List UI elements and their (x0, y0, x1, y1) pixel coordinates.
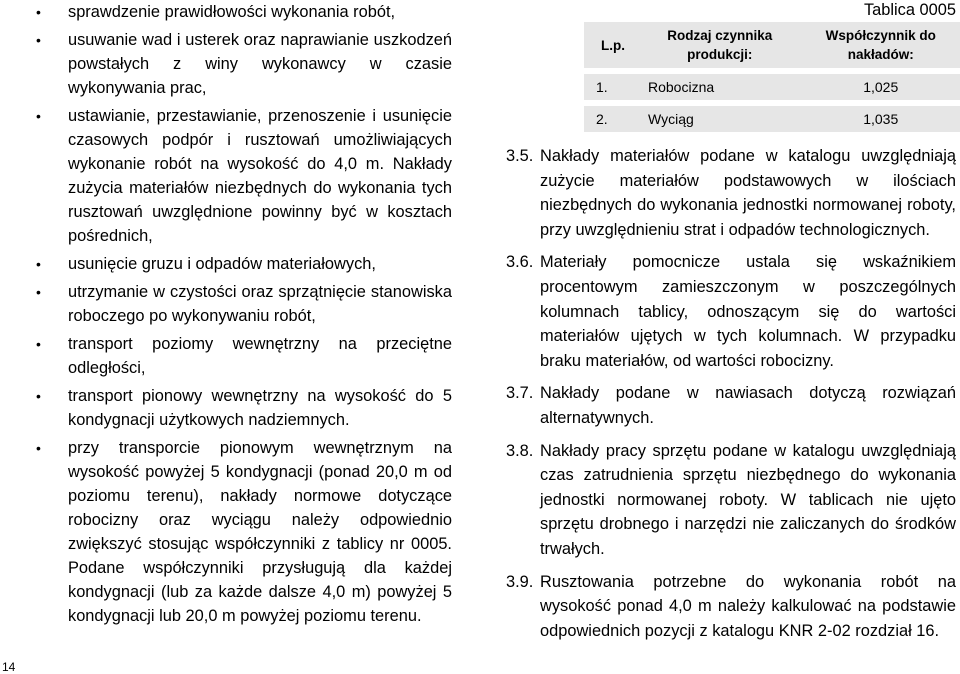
paragraph-number: 3.5. (506, 147, 534, 165)
left-column (36, 0, 452, 632)
list-item (36, 28, 452, 100)
bullet-icon: • (36, 440, 41, 456)
numbered-paragraph (506, 144, 956, 242)
numbered-paragraphs (506, 144, 956, 643)
list-item-text: sprawdzenie prawidłowości wykonania robót, (68, 3, 396, 21)
bullet-icon: • (36, 108, 41, 124)
bullet-icon: • (36, 4, 41, 20)
list-item-text: przy transporcie pionowym wewnętrznym na wysokość powyżej 5 kondygnacji (ponad 20,0 m od poziomu terenu), nakłady normowe dotyczące robocizny oraz wyciągu należy odpowiednio zwiększyć stosując współczynniki z tablicy nr 0005. Podane współczynniki przysługują dla każdej kondygnacji (lub za każde dalsze 4,0 m) powyżej 5 kondygnacji lub 20,0 m powyżej poziomu terenu. (68, 439, 452, 625)
paragraph-text: Nakłady podane w nawiasach dotyczą rozwiązań alternatywnych. (540, 384, 956, 427)
list-item-text: ustawianie, przestawianie, przenoszenie i usunięcie czasowych podpór i rusztowań umożliwiających wykonanie robót na wysokość do 4,0 m. Nakłady zużycia materiałów niezbędnych do wykonania tych rusztowań uwzględnione powinny być w kosztach pośrednich, (68, 107, 452, 245)
list-item (36, 0, 452, 24)
numbered-paragraph (506, 570, 956, 644)
paragraph-number: 3.8. (506, 441, 534, 460)
bullet-list (36, 0, 452, 628)
table-caption: Tablica 0005 (863, 1, 956, 19)
numbered-paragraph (506, 381, 956, 430)
paragraph-number: 3.7. (506, 384, 534, 403)
paragraph-text: Nakłady pracy sprzętu podane w katalogu uwzględniają czas zatrudnienia sprzętu niezbędnego do wykonania jednostki normowanej roboty. W tablicach nie ujęto sprzętu drobnego i narzędzi nie zaliczanych do środków trwałych. (540, 441, 956, 558)
cell-factor: Robocizna (642, 71, 797, 103)
list-item (36, 104, 452, 248)
cell-factor: Wyciąg (642, 103, 797, 132)
list-item (36, 252, 452, 276)
cell-lp: 1. (584, 71, 642, 103)
cell-lp: 2. (584, 103, 642, 132)
paragraph-number: 3.9. (506, 572, 534, 591)
table-header-row (584, 22, 960, 71)
page-number: 14 (2, 660, 16, 674)
list-item-text: transport pionowy wewnętrzny na wysokość do 5 kondygnacji użytkowych nadziemnych. (68, 387, 452, 429)
list-item-text: transport poziomy wewnętrzny na przeciętne odległości, (68, 335, 452, 377)
bullet-icon: • (36, 256, 41, 272)
list-item (36, 384, 452, 432)
list-item (36, 436, 452, 628)
cell-coefficient: 1,025 (797, 71, 960, 103)
coefficient-table (584, 22, 960, 132)
paragraph-number: 3.6. (506, 253, 534, 272)
header-factor: Rodzaj czynnika produkcji: (642, 22, 797, 71)
list-item-text: usunięcie gruzu i odpadów materiałowych, (68, 255, 376, 273)
bullet-icon: • (36, 336, 41, 352)
table-row (584, 103, 960, 132)
header-lp: L.p. (584, 22, 642, 71)
numbered-paragraph (506, 250, 956, 373)
paragraph-text: Materiały pomocnicze ustala się wskaźnikiem procentowym zamieszczonym w poszczególnych kolumnach tablicy, odnoszącym się do wartości materiałów ujętych w tych kolumnach. W przypadku braku materiałów, od wartości robocizny. (540, 253, 956, 370)
list-item (36, 332, 452, 380)
bullet-icon: • (36, 284, 41, 300)
right-column (506, 0, 956, 651)
list-item (36, 280, 452, 328)
cell-coefficient: 1,035 (797, 103, 960, 132)
table-row (584, 71, 960, 103)
paragraph-text: Nakłady materiałów podane w katalogu uwzględniają zużycie materiałów podstawowych w ilościach niezbędnych do wykonania jednostki normowanej roboty, przy uwzględnieniu strat i odpadów technologicznych. (540, 147, 956, 239)
header-coefficient: Współczynnik do nakładów: (797, 22, 960, 71)
bullet-icon: • (36, 388, 41, 404)
bullet-icon: • (36, 32, 41, 48)
list-item-text: usuwanie wad i usterek oraz naprawianie uszkodzeń powstałych z winy wykonawcy w czasie wykonywania prac, (68, 31, 452, 97)
paragraph-text: Rusztowania potrzebne do wykonania robót na wysokość ponad 4,0 m należy kalkulować na podstawie odpowiednich pozycji z katalogu KNR 2-02 rozdział 16. (540, 572, 956, 640)
list-item-text: utrzymanie w czystości oraz sprzątnięcie stanowiska roboczego po wykonywaniu robót, (68, 283, 452, 325)
numbered-paragraph (506, 439, 956, 562)
